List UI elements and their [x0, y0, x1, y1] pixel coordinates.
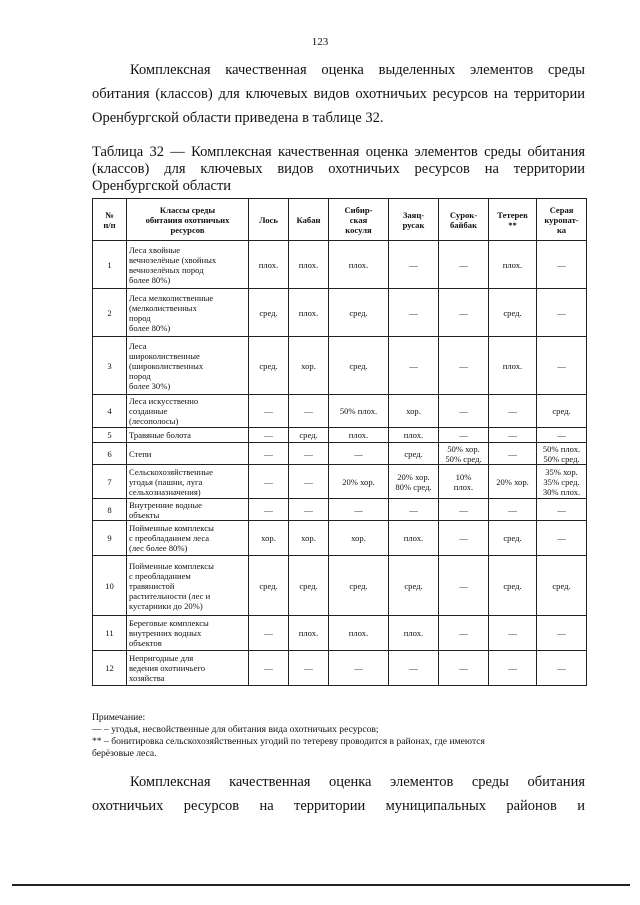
rating-text: плох.: [298, 628, 319, 638]
rating-text: —: [264, 406, 273, 416]
rating-text: сред.: [259, 580, 278, 591]
caption-line: Оренбургской области: [92, 178, 232, 194]
habitat-class-text: Пойменные комплексы: [129, 560, 214, 571]
rating-cell: [389, 241, 439, 289]
habitat-class-text: Степи: [129, 448, 152, 459]
habitat-class-text: Непригодные для: [129, 653, 194, 663]
rating-cell: [537, 616, 587, 651]
rating-text: 35% хор.: [545, 466, 578, 477]
rating-text: —: [508, 406, 517, 416]
rating-cell: [489, 443, 537, 465]
habitat-class: [127, 289, 249, 337]
rating-cell: [329, 428, 389, 443]
rating-text: сред.: [503, 533, 522, 543]
rating-text: —: [557, 259, 566, 270]
rating-cell: [329, 499, 389, 521]
rating-cell: [439, 556, 489, 616]
habitat-class-text: более 80%): [129, 322, 171, 333]
habitat-class-text: внутренних водных: [129, 628, 202, 638]
rating-cell: [439, 395, 489, 428]
rating-text: —: [409, 360, 418, 371]
rating-text: 50% хор.: [447, 443, 480, 454]
caption-line: Таблица 32 — Комплексная качественная оценка элементов среды обитания: [92, 144, 585, 160]
rating-text: —: [557, 360, 566, 371]
rating-text: —: [557, 533, 566, 543]
rating-text: —: [557, 504, 566, 515]
column-header: [389, 199, 439, 241]
rating-cell: [439, 289, 489, 337]
rating-text: —: [557, 430, 566, 440]
habitat-class-text: более 30%): [129, 380, 171, 391]
column-header: [249, 199, 289, 241]
table-row: [93, 395, 587, 428]
row-number: 12: [93, 651, 127, 686]
header-text: Сибир-: [344, 204, 373, 215]
rating-text: сред.: [349, 360, 368, 371]
habitat-class-text: (широколиственных: [129, 360, 204, 371]
rating-cell: [329, 556, 389, 616]
rating-text: плох.: [348, 628, 369, 638]
rating-text: —: [304, 448, 313, 459]
rating-text: хор.: [301, 360, 316, 371]
header-text: Сурок-: [449, 209, 478, 220]
rating-cell: [537, 465, 587, 499]
rating-text: сред.: [259, 307, 278, 318]
rating-text: —: [508, 448, 517, 459]
rating-text: —: [508, 663, 517, 673]
row-number: 4: [93, 395, 127, 428]
rating-text: —: [459, 533, 468, 543]
rating-cell: [489, 616, 537, 651]
rating-cell: [439, 241, 489, 289]
rating-cell: [537, 337, 587, 395]
habitat-class-text: кустарники до 20%): [129, 600, 203, 611]
rating-cell: [537, 428, 587, 443]
closing-line: Комплексная качественная оценка элементов среды обитания: [130, 774, 585, 790]
rating-text: плох.: [403, 430, 424, 440]
habitat-class-text: Леса искусственно: [129, 396, 199, 406]
rating-text: —: [409, 663, 418, 673]
habitat-class-text: объектов: [129, 638, 162, 648]
rating-cell: [537, 395, 587, 428]
header-text: №: [105, 209, 114, 220]
rating-cell: [537, 241, 587, 289]
header-text: косуля: [345, 224, 372, 235]
table-row: [93, 289, 587, 337]
habitat-class-text: с преобладанием: [129, 570, 191, 581]
rating-text: плох.: [258, 259, 279, 270]
closing-paragraph: [92, 770, 585, 818]
rating-text: плох.: [298, 259, 319, 270]
habitat-class-text: с преобладанием леса: [129, 533, 210, 543]
rating-text: плох.: [502, 360, 523, 371]
rating-cell: [289, 289, 329, 337]
header-text: Заяц-: [402, 209, 425, 220]
rating-cell: [489, 651, 537, 686]
habitat-class-text: угодья (пашни, луга: [129, 476, 203, 487]
row-number: 3: [93, 337, 127, 395]
column-header: [439, 199, 489, 241]
rating-text: 50% сред.: [445, 453, 482, 464]
rating-cell: [439, 465, 489, 499]
rating-text: сред.: [349, 580, 368, 591]
rating-cell: [329, 241, 389, 289]
rating-cell: [249, 241, 289, 289]
rating-cell: [489, 556, 537, 616]
rating-cell: [289, 651, 329, 686]
rating-text: 20% хор.: [496, 476, 529, 487]
rating-cell: [329, 289, 389, 337]
rating-cell: [289, 499, 329, 521]
rating-text: хор.: [351, 533, 366, 543]
table-row: [93, 241, 587, 289]
rating-text: —: [354, 663, 363, 673]
rating-text: —: [304, 504, 313, 515]
rating-text: —: [459, 504, 468, 515]
column-header: [329, 199, 389, 241]
rating-cell: [329, 395, 389, 428]
header-text: Лось: [259, 214, 278, 225]
rating-cell: [439, 616, 489, 651]
rating-cell: [389, 521, 439, 556]
rating-text: сред.: [299, 430, 318, 440]
rating-cell: [439, 337, 489, 395]
rating-cell: [329, 651, 389, 686]
rating-cell: [249, 521, 289, 556]
table-caption: [92, 144, 585, 195]
rating-cell: [389, 616, 439, 651]
rating-text: хор.: [301, 533, 316, 543]
habitat-class-text: Леса: [129, 340, 147, 351]
rating-text: плох.: [348, 430, 369, 440]
habitat-class-text: сельхозназначения): [129, 486, 201, 497]
note-line: ** – бонитировка сельскохозяйственных угодий по тетереву проводится в районах, где имеются: [92, 736, 485, 747]
page-number: 123: [311, 36, 329, 48]
rating-text: 50% сред.: [543, 453, 580, 464]
table-row: [93, 521, 587, 556]
rating-cell: [249, 395, 289, 428]
rating-text: плох.: [403, 533, 424, 543]
habitat-class: [127, 241, 249, 289]
rating-cell: [329, 616, 389, 651]
habitat-class-text: Леса хвойные: [129, 244, 181, 255]
rating-cell: [389, 651, 439, 686]
rating-cell: [389, 499, 439, 521]
rating-cell: [329, 465, 389, 499]
rating-text: —: [354, 448, 363, 459]
row-number: 5: [93, 428, 127, 443]
rating-text: —: [304, 476, 313, 487]
rating-text: —: [264, 448, 273, 459]
header-text: ская: [349, 214, 368, 225]
rating-text: —: [459, 663, 468, 673]
habitat-class: [127, 428, 249, 443]
habitat-class-text: вечнозелёных пород: [129, 264, 204, 275]
habitat-class-text: объекты: [129, 509, 160, 520]
rating-cell: [249, 337, 289, 395]
rating-text: —: [264, 504, 273, 515]
row-number: 10: [93, 556, 127, 616]
rating-text: —: [508, 430, 517, 440]
rating-text: —: [459, 360, 468, 371]
header-text: Кабан: [296, 214, 321, 225]
rating-cell: [289, 521, 329, 556]
row-number: 2: [93, 289, 127, 337]
rating-cell: [439, 443, 489, 465]
header-text: байбак: [449, 219, 478, 230]
column-header: [289, 199, 329, 241]
note-line: берёзовые леса.: [92, 748, 157, 759]
habitat-class-text: Леса мелколиственные: [129, 292, 214, 303]
header-text: п/п: [103, 219, 116, 230]
habitat-class-text: Внутренние водные: [129, 499, 202, 510]
rating-cell: [537, 499, 587, 521]
rating-text: плох.: [298, 307, 319, 318]
rating-cell: [249, 443, 289, 465]
rating-text: плох.: [502, 259, 523, 270]
habitat-class-text: Пойменные комплексы: [129, 523, 214, 533]
rating-text: —: [409, 259, 418, 270]
note-line: — – угодья, несвойственные для обитания вида охотничьих ресурсов;: [92, 724, 379, 735]
rating-text: —: [459, 406, 468, 416]
rating-cell: [289, 443, 329, 465]
rating-text: —: [304, 663, 313, 673]
header-text: обитания охотничьих: [145, 214, 230, 225]
rating-text: сред.: [552, 580, 571, 591]
habitat-class: [127, 443, 249, 465]
rating-text: плох.: [453, 481, 474, 492]
row-number: 7: [93, 465, 127, 499]
rating-cell: [537, 521, 587, 556]
rating-cell: [249, 289, 289, 337]
column-header: [93, 199, 127, 241]
rating-text: —: [459, 628, 468, 638]
rating-text: —: [557, 663, 566, 673]
rating-cell: [537, 443, 587, 465]
rating-text: 20% хор.: [397, 471, 430, 482]
habitat-class-text: Сельскохозяйственные: [129, 466, 213, 477]
rating-cell: [289, 241, 329, 289]
habitat-class-text: широколиственные: [129, 350, 200, 361]
intro-line: Оренбургской области приведена в таблице 32.: [92, 110, 384, 126]
row-number: 11: [93, 616, 127, 651]
rating-cell: [489, 241, 537, 289]
rating-cell: [249, 556, 289, 616]
habitat-class-text: травянистой: [129, 580, 175, 591]
rating-text: 50% плох.: [542, 443, 581, 454]
rating-cell: [249, 465, 289, 499]
habitat-class-text: пород: [129, 370, 151, 381]
habitat-class-text: растительности (лес и: [129, 590, 211, 601]
rating-cell: [439, 521, 489, 556]
rating-text: 35% сред.: [543, 476, 580, 487]
intro-line: Комплексная качественная оценка выделенных элементов среды: [130, 62, 585, 78]
column-header: [537, 199, 587, 241]
rating-text: сред.: [552, 406, 571, 416]
rating-text: сред.: [404, 580, 423, 591]
rating-cell: [289, 428, 329, 443]
rating-text: 20% хор.: [342, 476, 375, 487]
rating-text: 10%: [455, 471, 472, 482]
rating-cell: [489, 521, 537, 556]
table-row: [93, 499, 587, 521]
habitat-class-text: Травяные болота: [129, 430, 191, 440]
habitat-class: [127, 395, 249, 428]
habitat-class: [127, 556, 249, 616]
intro-paragraph: [92, 58, 585, 130]
header-text: русак: [402, 219, 425, 230]
row-number: 9: [93, 521, 127, 556]
rating-cell: [249, 616, 289, 651]
rating-cell: [389, 395, 439, 428]
rating-text: 50% плох.: [339, 406, 378, 416]
table-row: [93, 465, 587, 499]
habitat-class: [127, 337, 249, 395]
rating-text: —: [304, 406, 313, 416]
habitat-class-text: более 80%): [129, 274, 171, 285]
rating-cell: [389, 428, 439, 443]
rating-cell: [537, 556, 587, 616]
rating-text: плох.: [403, 628, 424, 638]
rating-text: —: [557, 628, 566, 638]
rating-text: 30% плох.: [542, 486, 581, 497]
rating-text: —: [264, 663, 273, 673]
rating-cell: [249, 651, 289, 686]
rating-cell: [489, 337, 537, 395]
rating-cell: [289, 616, 329, 651]
rating-cell: [537, 651, 587, 686]
rating-text: —: [409, 504, 418, 515]
table-header-row: [93, 199, 587, 241]
rating-cell: [489, 428, 537, 443]
rating-text: —: [459, 580, 468, 591]
rating-text: сред.: [259, 360, 278, 371]
row-number: 8: [93, 499, 127, 521]
rating-text: хор.: [406, 406, 421, 416]
table-row: [93, 616, 587, 651]
rating-cell: [389, 443, 439, 465]
habitat-class-text: пород: [129, 312, 151, 323]
rating-cell: [389, 556, 439, 616]
rating-text: —: [409, 307, 418, 318]
header-text: Серая: [549, 204, 574, 215]
rating-cell: [389, 337, 439, 395]
rating-text: —: [557, 307, 566, 318]
rating-text: плох.: [348, 259, 369, 270]
row-number: 6: [93, 443, 127, 465]
rating-text: —: [354, 504, 363, 515]
rating-cell: [439, 651, 489, 686]
header-text: Тетерев: [497, 209, 528, 220]
header-text: ресурсов: [170, 224, 205, 235]
note-title: Примечание:: [92, 712, 146, 723]
intro-line: обитания (классов) для ключевых видов охотничьих ресурсов на территории: [92, 86, 585, 102]
table-row: [93, 556, 587, 616]
rating-text: 80% сред.: [395, 481, 432, 492]
header-text: куропат-: [544, 214, 579, 225]
table-row: [93, 428, 587, 443]
rating-cell: [489, 465, 537, 499]
rating-text: —: [459, 259, 468, 270]
habitat-class-text: (лесополосы): [129, 416, 179, 426]
rating-cell: [329, 443, 389, 465]
habitat-assessment-table: [92, 198, 587, 686]
rating-text: —: [459, 430, 468, 440]
rating-text: сред.: [299, 580, 318, 591]
habitat-class: [127, 651, 249, 686]
rating-text: —: [508, 628, 517, 638]
rating-text: —: [459, 307, 468, 318]
table-note: [92, 712, 586, 760]
rating-text: —: [508, 504, 517, 515]
rating-text: сред.: [503, 307, 522, 318]
rating-cell: [249, 499, 289, 521]
habitat-class: [127, 465, 249, 499]
habitat-class: [127, 616, 249, 651]
rating-text: сред.: [404, 448, 423, 459]
habitat-class: [127, 499, 249, 521]
rating-text: —: [264, 430, 273, 440]
table-row: [93, 443, 587, 465]
habitat-class-text: хозяйства: [129, 673, 165, 683]
column-header: [489, 199, 537, 241]
rating-text: сред.: [349, 307, 368, 318]
rating-cell: [439, 428, 489, 443]
header-text: **: [508, 219, 517, 230]
rating-cell: [289, 337, 329, 395]
table-row: [93, 337, 587, 395]
rating-text: хор.: [261, 533, 276, 543]
closing-line: охотничьих ресурсов на территории муниципальных районов и: [92, 798, 585, 814]
habitat-class-text: Береговые комплексы: [129, 618, 209, 628]
rating-text: —: [264, 628, 273, 638]
header-text: ка: [556, 224, 567, 235]
column-header: [127, 199, 249, 241]
rating-cell: [489, 289, 537, 337]
caption-line: (классов) для ключевых видов охотничьих ресурсов на территории: [92, 161, 585, 177]
rating-cell: [389, 465, 439, 499]
rating-text: сред.: [503, 580, 522, 591]
habitat-class-text: созданные: [129, 406, 168, 416]
rating-cell: [389, 289, 439, 337]
header-text: Классы среды: [159, 204, 216, 215]
row-number: 1: [93, 241, 127, 289]
rating-cell: [537, 289, 587, 337]
rating-cell: [289, 465, 329, 499]
habitat-class: [127, 521, 249, 556]
habitat-class-text: вечнозелёные (хвойных: [129, 254, 217, 265]
rating-cell: [329, 521, 389, 556]
footer-rule: [12, 884, 630, 886]
rating-cell: [289, 395, 329, 428]
rating-cell: [249, 428, 289, 443]
rating-cell: [489, 395, 537, 428]
table-row: [93, 651, 587, 686]
habitat-class-text: ведения охотничьего: [129, 663, 206, 673]
rating-cell: [329, 337, 389, 395]
rating-cell: [489, 499, 537, 521]
rating-cell: [289, 556, 329, 616]
rating-text: —: [264, 476, 273, 487]
rating-cell: [439, 499, 489, 521]
habitat-class-text: (лес более 80%): [129, 543, 188, 553]
habitat-class-text: (мелколиственных: [129, 302, 197, 313]
